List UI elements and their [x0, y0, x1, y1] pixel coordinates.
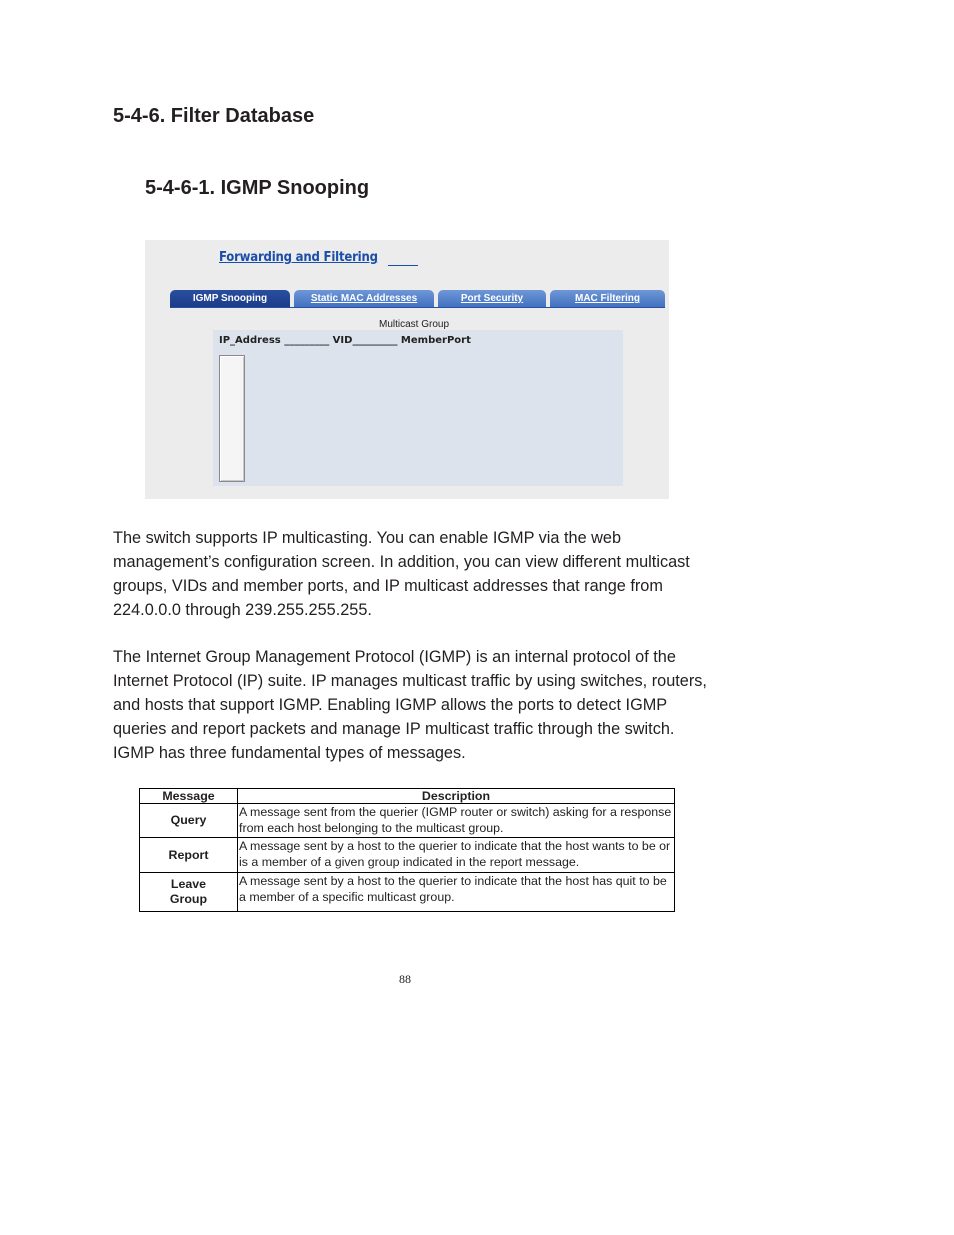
tab-divider — [170, 307, 665, 308]
tab-mac-filtering[interactable]: MAC Filtering — [550, 290, 665, 308]
page-number: 88 — [399, 972, 411, 986]
section-heading: 5-4-6. Filter Database — [113, 105, 315, 127]
table-row — [140, 838, 675, 873]
description-cell: A message sent by a host to the querier to indicate that the host wants to be or is a member of a given group indicated in the report message. — [238, 838, 675, 873]
header-message: Message — [140, 789, 238, 804]
table-row — [140, 873, 675, 912]
message-cell: Report — [140, 838, 238, 873]
message-cell: Leave Group — [140, 873, 238, 912]
paragraph-multicasting: The switch supports IP multicasting. You can enable IGMP via the web management’s configuration screen. In addition, you can view different multicast groups, VIDs and member ports, and IP multicast addresses that range from 224.0.0.0 through 239.255.255.255. — [113, 529, 690, 619]
tab-igmp-snooping[interactable]: IGMP Snooping — [170, 290, 290, 308]
header-description: Description — [238, 789, 675, 804]
multicast-group-label: Multicast Group — [379, 319, 450, 330]
tab-bar — [170, 290, 665, 308]
paragraph-igmp: The Internet Group Management Protocol (IGMP) is an internal protocol of the Internet Protocol (IP) suite. IP manages multicast traffic by using switches, routers, and hosts that support IGMP. Enabling IGMP allows the ports to detect IGMP queries and report packets and manage IP multicast traffic through the switch. IGMP has three fundamental types of messages. — [113, 648, 707, 762]
table-row — [140, 804, 675, 838]
multicast-group-listbox[interactable] — [219, 355, 245, 482]
description-cell: A message sent by a host to the querier to indicate that the host has quit to be a member of a specific multicast group. — [238, 873, 675, 912]
subsection-heading: 5-4-6-1. IGMP Snooping — [145, 177, 370, 199]
panel-title-link[interactable]: Forwarding and Filtering — [219, 250, 378, 265]
description-cell: A message sent from the querier (IGMP router or switch) asking for a response from each host belonging to the multicast group. — [238, 804, 675, 838]
igmp-message-table — [139, 788, 675, 912]
tab-static-mac-addresses[interactable]: Static MAC Addresses — [294, 290, 434, 308]
message-cell: Query — [140, 804, 238, 838]
multicast-group-box — [213, 330, 623, 486]
igmp-screenshot-panel — [145, 240, 669, 499]
tab-port-security[interactable]: Port Security — [438, 290, 546, 308]
table-header-row — [140, 789, 675, 804]
title-underline — [388, 265, 418, 266]
multicast-list-header: IP_Address _________ VID_________ MemberPort — [219, 335, 471, 346]
